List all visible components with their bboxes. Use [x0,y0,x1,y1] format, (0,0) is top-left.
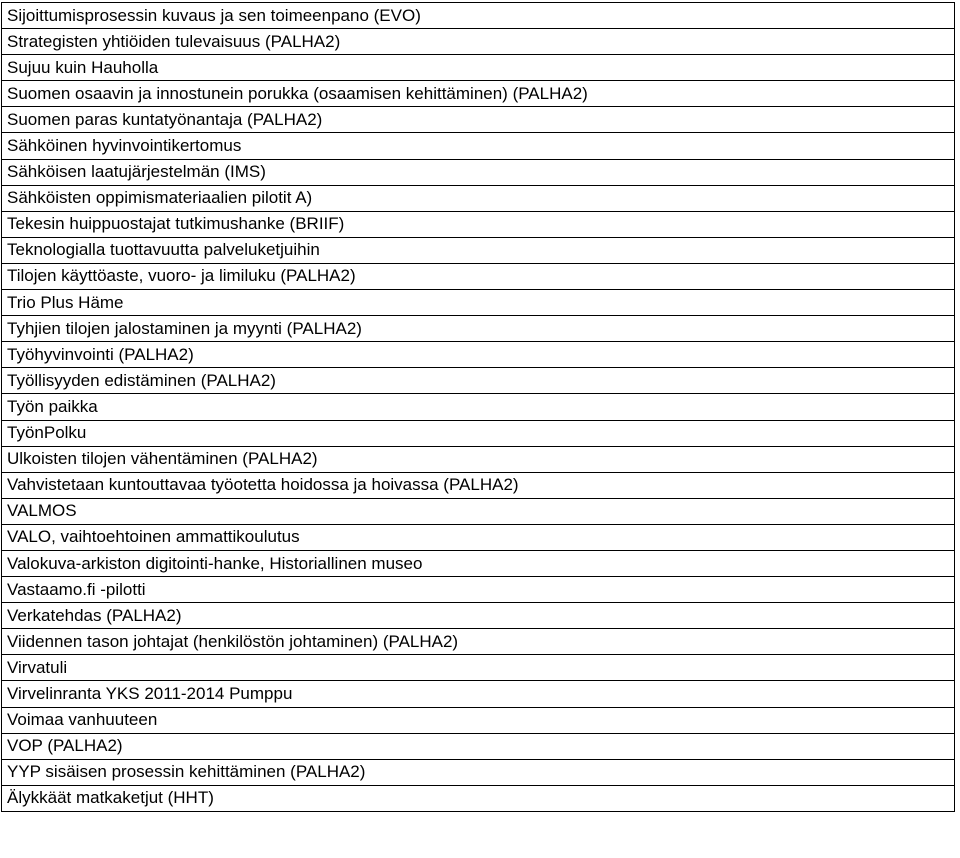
table-cell: Suomen osaavin ja innostunein porukka (osaamisen kehittäminen) (PALHA2) [2,81,955,107]
table-row [2,603,955,629]
table-cell: Virvelinranta YKS 2011-2014 Pumppu [2,681,955,707]
table-cell: VOP (PALHA2) [2,733,955,759]
project-list-table [1,2,955,812]
table-row [2,55,955,81]
table-row [2,159,955,185]
table-row [2,785,955,811]
table-row [2,368,955,394]
table-cell: Vastaamo.fi -pilotti [2,577,955,603]
table-cell: Tilojen käyttöaste, vuoro- ja limiluku (PALHA2) [2,263,955,289]
table-row [2,3,955,29]
table-row [2,29,955,55]
table-row [2,107,955,133]
table-cell: Tyhjien tilojen jalostaminen ja myynti (PALHA2) [2,316,955,342]
table-cell: Teknologialla tuottavuutta palveluketjuihin [2,237,955,263]
table-row [2,420,955,446]
table-cell: Strategisten yhtiöiden tulevaisuus (PALHA2) [2,29,955,55]
table-row [2,237,955,263]
table-cell: Valokuva-arkiston digitointi-hanke, Historiallinen museo [2,550,955,576]
table-row [2,81,955,107]
table-row [2,759,955,785]
table-cell: Työhyvinvointi (PALHA2) [2,342,955,368]
table-row [2,316,955,342]
table-row [2,707,955,733]
table-row [2,446,955,472]
table-cell: Vahvistetaan kuntouttavaa työotetta hoidossa ja hoivassa (PALHA2) [2,472,955,498]
project-list-body [2,3,955,812]
table-row [2,629,955,655]
table-row [2,342,955,368]
table-cell: Älykkäät matkaketjut (HHT) [2,785,955,811]
table-row [2,472,955,498]
table-cell: Sähköisen laatujärjestelmän (IMS) [2,159,955,185]
table-cell: Verkatehdas (PALHA2) [2,603,955,629]
table-cell: Sähköisten oppimismateriaalien pilotit A) [2,185,955,211]
table-cell: Ulkoisten tilojen vähentäminen (PALHA2) [2,446,955,472]
table-cell: Trio Plus Häme [2,290,955,316]
table-row [2,524,955,550]
table-cell: Voimaa vanhuuteen [2,707,955,733]
table-row [2,655,955,681]
table-cell: Sijoittumisprosessin kuvaus ja sen toimeenpano (EVO) [2,3,955,29]
table-cell: YYP sisäisen prosessin kehittäminen (PALHA2) [2,759,955,785]
table-cell: Virvatuli [2,655,955,681]
table-cell: Työllisyyden edistäminen (PALHA2) [2,368,955,394]
table-row [2,290,955,316]
table-cell: VALMOS [2,498,955,524]
table-row [2,498,955,524]
table-cell: Työn paikka [2,394,955,420]
table-cell: VALO, vaihtoehtoinen ammattikoulutus [2,524,955,550]
table-row [2,681,955,707]
table-row [2,263,955,289]
table-row [2,133,955,159]
table-cell: Suomen paras kuntatyönantaja (PALHA2) [2,107,955,133]
table-cell: TyönPolku [2,420,955,446]
table-cell: Sähköinen hyvinvointikertomus [2,133,955,159]
table-row [2,211,955,237]
table-row [2,733,955,759]
table-row [2,550,955,576]
table-cell: Tekesin huippuostajat tutkimushanke (BRIIF) [2,211,955,237]
table-cell: Viidennen tason johtajat (henkilöstön johtaminen) (PALHA2) [2,629,955,655]
table-row [2,577,955,603]
table-cell: Sujuu kuin Hauholla [2,55,955,81]
table-row [2,394,955,420]
table-row [2,185,955,211]
